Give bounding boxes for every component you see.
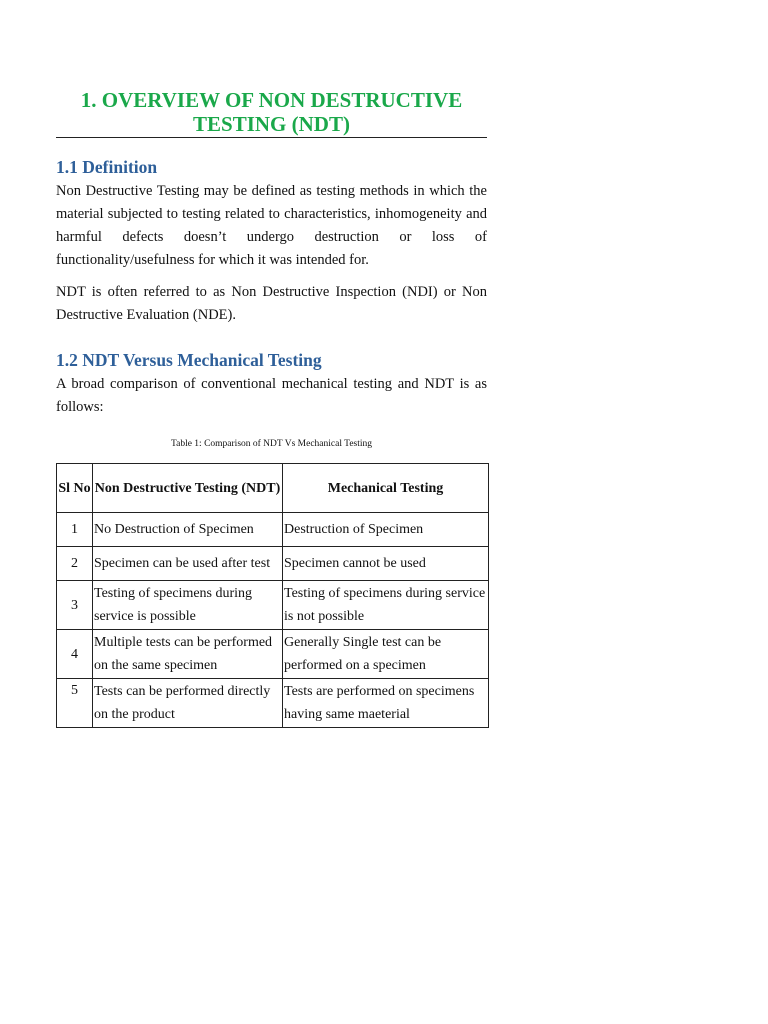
definition-paragraph-end: functionality/usefulness for which it was intended for.: [56, 252, 369, 268]
cell-ndt: Multiple tests can be performed on the same specimen: [93, 630, 283, 679]
cell-sl-no: 4: [57, 630, 93, 679]
table-row: [57, 581, 489, 630]
cell-mechanical: Generally Single test can be performed on a specimen: [283, 630, 489, 679]
table-row: [57, 630, 489, 679]
table-row: [57, 547, 489, 581]
comparison-table: [56, 463, 489, 728]
header-sl-no: Sl No: [57, 464, 93, 513]
cell-mechanical: Tests are performed on specimens having same maeterial: [283, 679, 489, 728]
table-row: [57, 513, 489, 547]
cell-ndt: No Destruction of Specimen: [93, 513, 283, 547]
cell-ndt: Tests can be performed directly on the product: [93, 679, 283, 728]
definition-paragraph-body: Non Destructive Testing may be defined as testing methods in which the material subjected to testing related to characteristics, inhomogeneity and harmful defects doesn’t undergo destruction or loss of: [56, 183, 487, 245]
cell-ndt: Specimen can be used after test: [93, 547, 283, 581]
cell-ndt: Testing of specimens during service is possible: [93, 581, 283, 630]
section-heading-ndt-vs-mechanical: 1.2 NDT Versus Mechanical Testing: [56, 350, 322, 370]
header-mechanical: Mechanical Testing: [283, 464, 489, 513]
cell-sl-no: 3: [57, 581, 93, 630]
cell-sl-no: 2: [57, 547, 93, 581]
cell-sl-no: 5: [57, 679, 93, 728]
header-ndt: Non Destructive Testing (NDT): [93, 464, 283, 513]
table-caption: Table 1: Comparison of NDT Vs Mechanical Testing: [170, 439, 373, 449]
table-row: [57, 679, 489, 728]
cell-mechanical: Testing of specimens during service is not possible: [283, 581, 489, 630]
section-heading-definition: 1.1 Definition: [56, 157, 158, 177]
table-header-row: [57, 464, 489, 513]
document-page: [56, 88, 487, 728]
definition-paragraph: [56, 180, 487, 272]
comparison-intro-paragraph: A broad comparison of conventional mechanical testing and NDT is as follows:: [56, 376, 487, 415]
cell-mechanical: Destruction of Specimen: [283, 513, 489, 547]
cell-sl-no: 1: [57, 513, 93, 547]
cell-mechanical: Specimen cannot be used: [283, 547, 489, 581]
chapter-title: 1. OVERVIEW OF NON DESTRUCTIVE TESTING (NDT): [56, 88, 487, 138]
ndt-alias-paragraph: NDT is often referred to as Non Destructive Inspection (NDI) or Non Destructive Evaluation (NDE).: [56, 284, 487, 323]
